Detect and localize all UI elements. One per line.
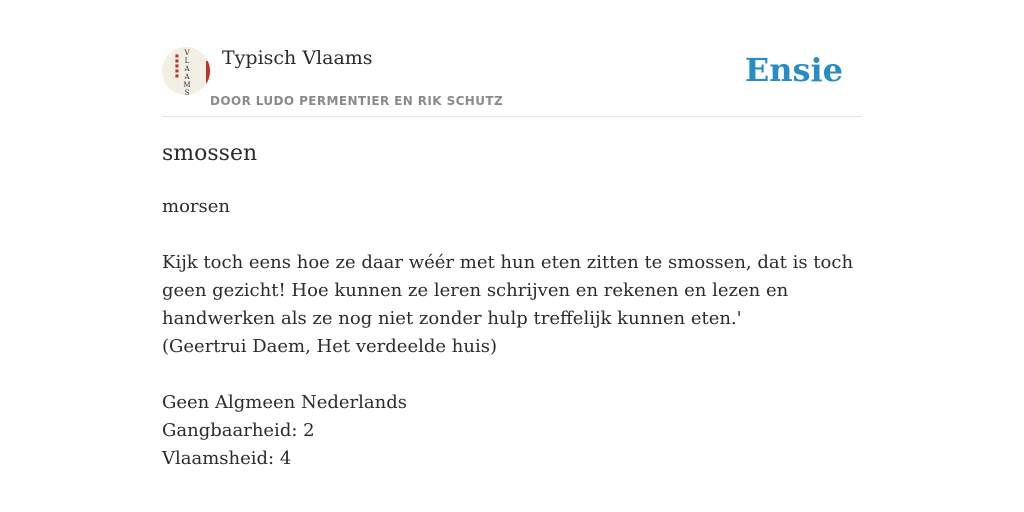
entry-note: Gangbaarheid: 2 (162, 420, 315, 441)
entry-term: smossen (162, 141, 258, 166)
entry-source: (Geertrui Daem, Het verdeelde huis) (162, 336, 497, 357)
entry-note: Geen Algmeen Nederlands (162, 392, 407, 413)
book-cover-logo[interactable] (162, 47, 210, 95)
logo-red-bar (206, 61, 210, 83)
ensie-brand-link[interactable]: Ensie (744, 51, 843, 89)
logo-red-text: ■ ■ ■ ■ ■ (175, 53, 179, 78)
logo-letter: V (184, 49, 190, 57)
entry-content (162, 193, 862, 473)
logo-letter: A (184, 65, 190, 73)
entry-note: Vlaamsheid: 4 (162, 448, 292, 469)
spacer (162, 361, 862, 389)
byline: DOOR LUDO PERMENTIER EN RIK SCHUTZ (210, 94, 504, 108)
site-title[interactable]: Typisch Vlaams (222, 47, 373, 69)
logo-letters (181, 49, 193, 95)
entry-quote: Kijk toch eens hoe ze daar wéér met hun eten zitten te smossen, dat is toch geen gezicht! Hoe kunnen ze leren schrijven en rekenen en lezen en handwerken als ze nog niet zonder hulp treffelijk kunnen eten.' (162, 252, 854, 329)
logo-letter: L (184, 57, 190, 65)
spacer (162, 221, 862, 249)
header (162, 44, 862, 117)
logo-letter: A (184, 73, 190, 81)
logo-letter: S (184, 89, 190, 95)
entry-definition: morsen (162, 196, 230, 217)
logo-letter: M (183, 81, 191, 89)
